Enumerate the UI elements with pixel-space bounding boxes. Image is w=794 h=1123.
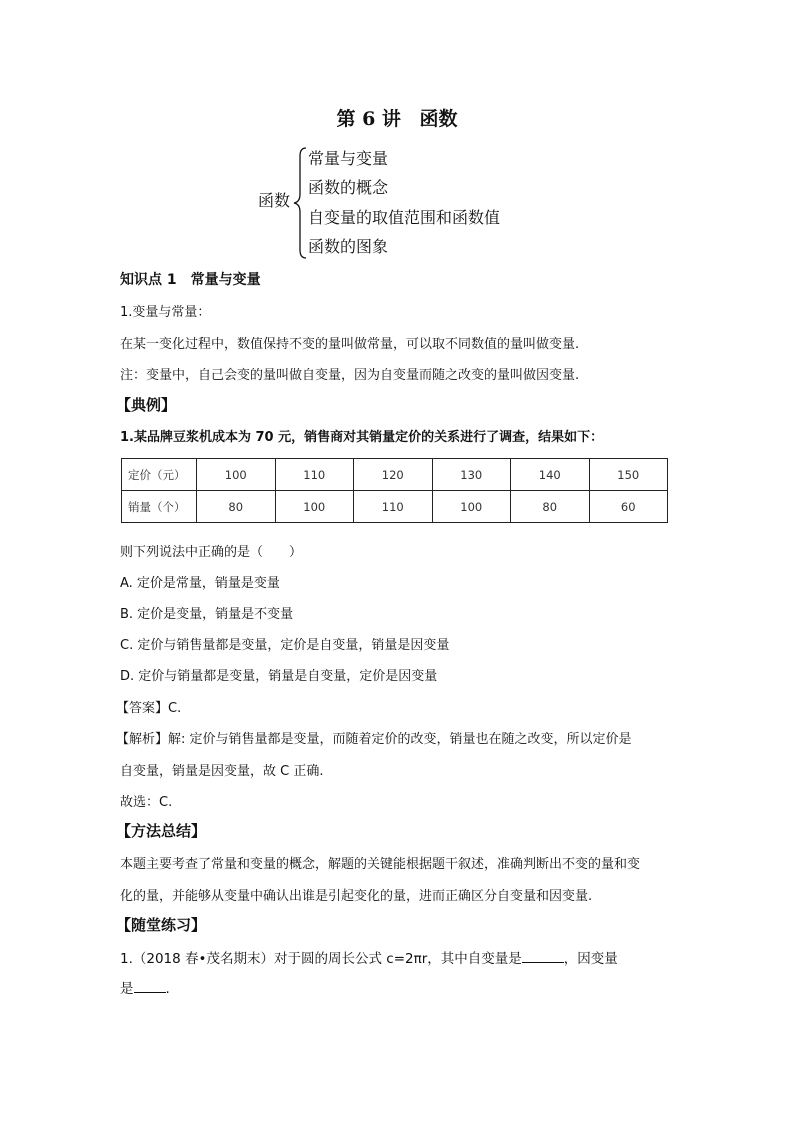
- table-row-label: 定价（元）: [122, 459, 197, 491]
- outline-item: 自变量的取值范围和函数值: [308, 208, 501, 227]
- table-cell: 100: [432, 491, 511, 523]
- analysis-line: 【解析】解: 定价与销售量都是变量，而随着定价的改变，销量也在随之改变，所以定价是: [116, 732, 632, 747]
- example-question: [120, 426, 603, 445]
- table-cell: 130: [432, 459, 511, 491]
- definition-paragraph: 在某一变化过程中，数值保持不变的量叫做常量，可以取不同数值的量叫做变量.: [120, 337, 580, 352]
- example-heading: 【典例】: [116, 396, 177, 414]
- choice-line: 故选：C.: [120, 795, 173, 810]
- table-cell: 100: [275, 491, 354, 523]
- table-row: [122, 491, 668, 523]
- analysis-line: 自变量，销量是因变量，故 C 正确.: [120, 764, 324, 779]
- table-row: [122, 459, 668, 491]
- table-cell: 80: [197, 491, 276, 523]
- practice-question-text: 1.（2018 春•茂名期末）对于圆的周长公式 c=2πr，其中自变量是: [120, 951, 522, 967]
- practice-question-cont: [120, 977, 170, 997]
- option-d: D. 定价与销量都是变量，销量是自变量，定价是因变量: [120, 669, 438, 684]
- table-cell: 150: [589, 459, 668, 491]
- lecture-number: 第 6 讲: [336, 108, 401, 130]
- table-row-label: 销量（个）: [122, 491, 197, 523]
- table-cell: 120: [354, 459, 433, 491]
- practice-heading: 【随堂练习】: [116, 916, 207, 934]
- practice-question-text: ，因变量: [563, 951, 618, 967]
- practice-question-end: .: [165, 981, 170, 997]
- summary-line: 化的量，并能够从变量中确认出谁是引起变化的量，进而正确区分自变量和因变量.: [120, 889, 593, 904]
- practice-question: [120, 947, 618, 967]
- section-subheading: 1.变量与常量：: [120, 305, 211, 320]
- outline-item: 常量与变量: [308, 149, 389, 168]
- option-b: B. 定价是变量，销量是不变量: [120, 607, 294, 622]
- answer-blank[interactable]: [134, 978, 166, 993]
- option-a: A. 定价是常量，销量是变量: [120, 576, 280, 591]
- question-prompt: 则下列说法中正确的是（ ）: [120, 545, 303, 560]
- outline-item: 函数的图象: [308, 237, 389, 256]
- answer-blank[interactable]: [522, 948, 564, 963]
- table-cell: 60: [589, 491, 668, 523]
- table-cell: 110: [275, 459, 354, 491]
- table-cell: 110: [354, 491, 433, 523]
- summary-line: 本题主要考查了常量和变量的概念，解题的关键能根据题干叙述，准确判断出不变的量和变: [120, 857, 641, 872]
- question-number: 1.: [120, 430, 134, 445]
- price-sales-table: [121, 458, 668, 523]
- practice-question-text: 是: [120, 981, 134, 997]
- table-cell: 140: [511, 459, 590, 491]
- section-heading: 知识点 1 常量与变量: [120, 272, 261, 288]
- brace-icon: [292, 146, 308, 260]
- lecture-topic: 函数: [419, 108, 458, 130]
- outline-item: 函数的概念: [308, 178, 389, 197]
- answer-line: 【答案】C.: [116, 701, 182, 716]
- table-cell: 100: [197, 459, 276, 491]
- outline-root: 函数: [258, 191, 291, 210]
- summary-heading: 【方法总结】: [116, 822, 207, 840]
- note-paragraph: 注：变量中，自己会变的量叫做自变量，因为自变量而随之改变的量叫做因变量.: [120, 368, 580, 383]
- table-cell: 80: [511, 491, 590, 523]
- option-c: C. 定价与销售量都是变量，定价是自变量，销量是因变量: [120, 638, 450, 653]
- page-title: [0, 104, 794, 131]
- question-text: 某品牌豆浆机成本为 70 元，销售商对其销量定价的关系进行了调查，结果如下：: [133, 430, 604, 445]
